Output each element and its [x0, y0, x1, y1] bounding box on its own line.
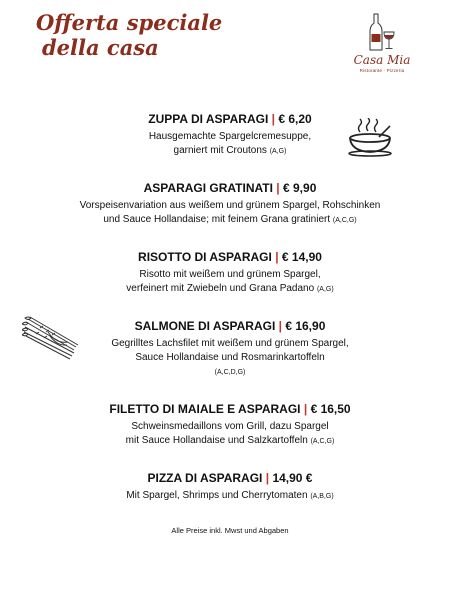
item-description-line: Vorspeisenvariation aus weißem und grünem Spargel, Rohschinken — [79, 200, 381, 211]
title-line-2: della casa — [42, 35, 159, 60]
item-separator: | — [276, 181, 280, 195]
item-description-line: Schweinsmedaillons vom Grill, dazu Spargel — [131, 421, 329, 432]
item-price: € 9,90 — [283, 181, 317, 195]
restaurant-logo — [347, 12, 417, 74]
item-description-line: Gegrilltes Lachsfilet mit weißem und grünem Spargel, — [111, 338, 349, 349]
item-description-line: garniert mit Croutons — [173, 145, 267, 156]
wine-bottle-glass-icon — [369, 12, 395, 52]
item-separator: | — [265, 471, 270, 485]
item-title — [60, 181, 400, 196]
menu-item — [60, 402, 400, 449]
item-allergens: (A,C,D,G) — [214, 369, 246, 376]
logo-name: Casa Mia — [353, 53, 411, 67]
logo-subtitle: Ristorante · Pizzeria — [359, 68, 405, 73]
item-price: € 16,50 — [310, 402, 351, 416]
item-price: € 16,90 — [285, 319, 326, 333]
item-name: FILETTO DI MAIALE E ASPARAGI — [109, 402, 301, 416]
item-allergens: (A,G) — [316, 286, 334, 293]
item-name: PIZZA DI ASPARAGI — [147, 471, 263, 485]
item-description — [60, 337, 400, 380]
item-title — [60, 319, 400, 334]
item-separator: | — [275, 250, 279, 264]
item-description — [60, 489, 400, 504]
menu-item — [60, 471, 400, 504]
item-description — [25, 199, 435, 228]
item-description-line: mit Sauce Hollandaise und Salzkartoffeln — [125, 435, 308, 446]
item-description-line: Risotto mit weißem und grünem Spargel, — [139, 269, 321, 280]
menu-item — [60, 319, 400, 380]
item-description-line: Mit Spargel, Shrimps und Cherrytomaten — [126, 490, 308, 501]
item-description-line: verfeinert mit Zwiebeln und Grana Padano — [126, 283, 315, 294]
item-name: RISOTTO DI ASPARAGI — [138, 250, 272, 264]
item-description — [60, 420, 400, 449]
item-description-line: und Sauce Hollandaise; mit feinem Grana gratiniert — [103, 214, 331, 225]
item-price: € 14,90 — [281, 250, 322, 264]
title-line-1: Offerta speciale — [36, 10, 223, 35]
item-title — [60, 112, 400, 127]
menu-item — [60, 250, 400, 297]
item-price: 14,90 € — [272, 471, 313, 485]
price-footnote: Alle Preise inkl. Mwst und Abgaben — [171, 526, 289, 535]
item-description-line: Hausgemachte Spargelcremesuppe, — [148, 131, 312, 142]
item-allergens: (A,C,G) — [310, 438, 335, 445]
item-description-line: Sauce Hollandaise und Rosmarinkartoffeln — [135, 352, 325, 363]
item-allergens: (A,G) — [269, 148, 287, 155]
item-title — [60, 471, 400, 486]
menu-item — [60, 112, 400, 159]
page-title — [36, 10, 222, 60]
item-description — [60, 268, 400, 297]
item-allergens: (A,C,G) — [332, 217, 357, 224]
item-separator: | — [303, 402, 308, 416]
item-description — [60, 130, 400, 159]
menu-item — [60, 181, 400, 228]
item-separator: | — [271, 112, 275, 126]
item-name: ASPARAGI GRATINATI — [143, 181, 273, 195]
item-name: ZUPPA DI ASPARAGI — [148, 112, 269, 126]
menu-list — [60, 112, 400, 535]
item-price: € 6,20 — [278, 112, 312, 126]
item-separator: | — [278, 319, 282, 333]
item-name: SALMONE DI ASPARAGI — [134, 319, 276, 333]
item-title — [60, 402, 400, 417]
item-title — [60, 250, 400, 265]
item-allergens: (A,B,G) — [310, 493, 334, 500]
